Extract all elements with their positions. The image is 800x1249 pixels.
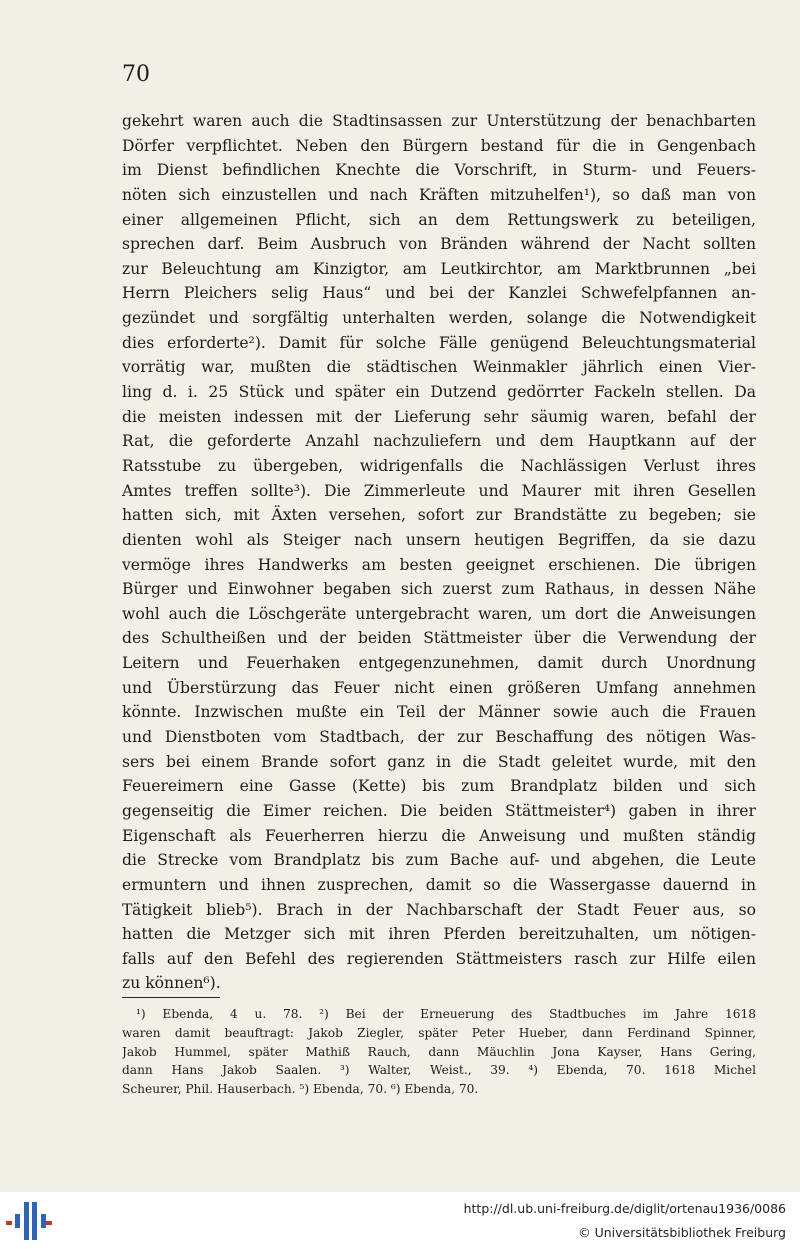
text-line: Herrn Pleichers selig Haus“ und bei der Kanzlei Schwefelpfannen an-	[122, 284, 756, 303]
text-line: Amtes treffen sollte³). Die Zimmerleute und Maurer mit ihren Gesellen	[122, 481, 756, 500]
footnote-line: dann Hans Jakob Saalen. ³) Walter, Weist., 39. ⁴) Ebenda, 70. 1618 Michel	[122, 1063, 756, 1078]
footnote-line: ¹) Ebenda, 4 u. 78. ²) Bei der Erneuerung des Stadtbuches im Jahre 1618	[136, 1007, 756, 1021]
text-line: gekehrt waren auch die Stadtinsassen zur Unterstützung der benachbarten	[122, 112, 756, 130]
page-number: 70	[122, 62, 150, 87]
text-line: und Dienstboten vom Stadtbach, der zur Beschaffung des nötigen Was-	[122, 728, 756, 747]
ub-freiburg-logo-icon[interactable]	[6, 1200, 52, 1242]
footnote-rule	[122, 997, 220, 998]
text-line: im Dienst befindlichen Knechte die Vorschrift, in Sturm- und Feuers-	[122, 161, 756, 180]
text-line: dienten wohl als Steiger nach unsern heutigen Begriffen, da sie dazu	[122, 530, 756, 549]
text-line: gezündet und sorgfältig unterhalten werden, solange die Notwendigkeit	[122, 309, 756, 328]
footer-url-link[interactable]: http://dl.ub.uni-freiburg.de/diglit/ortenau1936/0086	[463, 1201, 786, 1216]
text-line: sers bei einem Brande sofort ganz in die Stadt geleitet wurde, mit den	[122, 752, 756, 771]
text-line: zur Beleuchtung am Kinzigtor, am Leutkirchtor, am Marktbrunnen „bei	[122, 259, 756, 278]
footer-bar	[0, 1192, 800, 1249]
text-line: Feuereimern eine Gasse (Kette) bis zum Brandplatz bilden und sich	[122, 777, 756, 796]
text-line: dies erforderte²). Damit für solche Fälle genügend Beleuchtungsmaterial	[122, 333, 756, 352]
text-line: wohl auch die Löschgeräte untergebracht waren, um dort die Anweisungen	[122, 604, 756, 623]
text-line: vermöge ihres Handwerks am besten geeignet erschienen. Die übrigen	[122, 555, 756, 574]
text-line: einer allgemeinen Pflicht, sich an dem Rettungswerk zu beteiligen,	[122, 210, 756, 229]
text-line: vorrätig war, mußten die städtischen Weinmakler jährlich einen Vier-	[122, 358, 756, 377]
text-line: ermuntern und ihnen zusprechen, damit so die Wassergasse dauernd in	[122, 875, 756, 894]
text-line: zu können⁶).	[122, 974, 221, 993]
text-line: Leitern und Feuerhaken entgegenzunehmen, damit durch Unordnung	[122, 654, 756, 673]
text-line: Rat, die geforderte Anzahl nachzuliefern und dem Hauptkann auf der	[122, 432, 756, 451]
text-line: Ratsstube zu übergeben, widrigenfalls die Nachlässigen Verlust ihres	[122, 456, 756, 475]
footnotes	[122, 1005, 756, 1099]
text-line: die Strecke vom Brandplatz bis zum Bache auf- und abgehen, die Leute	[122, 851, 756, 870]
footnote-line: Jakob Hummel, später Mathiß Rauch, dann Mäuchlin Jona Kayser, Hans Gering,	[122, 1044, 756, 1059]
text-line: falls auf den Befehl des regierenden Stättmeisters rasch zur Hilfe eilen	[122, 949, 756, 968]
text-line: Bürger und Einwohner begaben sich zuerst zum Rathaus, in dessen Nähe	[122, 580, 756, 599]
footnote-line: Scheurer, Phil. Hauserbach. ⁵) Ebenda, 70. ⁶) Ebenda, 70.	[122, 1082, 479, 1097]
body-text	[122, 109, 756, 996]
text-line: des Schultheißen und der beiden Stättmeister über die Verwendung der	[122, 629, 756, 648]
text-line: könnte. Inzwischen mußte ein Teil der Männer sowie auch die Frauen	[122, 703, 756, 722]
text-line: Tätigkeit blieb⁵). Brach in der Nachbarschaft der Stadt Feuer aus, so	[122, 900, 756, 919]
text-line: gegenseitig die Eimer reichen. Die beiden Stättmeister⁴) gaben in ihrer	[122, 801, 756, 820]
text-line: hatten sich, mit Äxten versehen, sofort zur Brandstätte zu begeben; sie	[122, 506, 756, 525]
text-line: die meisten indessen mit der Lieferung sehr säumig waren, befahl der	[122, 407, 756, 426]
text-line: hatten die Metzger sich mit ihren Pferden bereitzuhalten, um nötigen-	[122, 925, 756, 944]
text-line: nöten sich einzustellen und nach Kräften mitzuhelfen¹), so daß man von	[122, 185, 756, 204]
text-line: Eigenschaft als Feuerherren hierzu die Anweisung und mußten ständig	[122, 826, 756, 845]
text-line: sprechen darf. Beim Ausbruch von Bränden während der Nacht sollten	[122, 235, 756, 254]
footer-copyright: © Universitätsbibliothek Freiburg	[578, 1225, 786, 1240]
text-line: und Überstürzung das Feuer nicht einen größeren Umfang annehmen	[122, 678, 756, 697]
text-line: Dörfer verpflichtet. Neben den Bürgern bestand für die in Gengenbach	[122, 136, 756, 155]
footnote-line: waren damit beauftragt: Jakob Ziegler, später Peter Hueber, dann Ferdinand Spinner,	[122, 1025, 756, 1040]
text-line: ling d. i. 25 Stück und später ein Dutzend gedörrter Fackeln stellen. Da	[122, 383, 756, 402]
